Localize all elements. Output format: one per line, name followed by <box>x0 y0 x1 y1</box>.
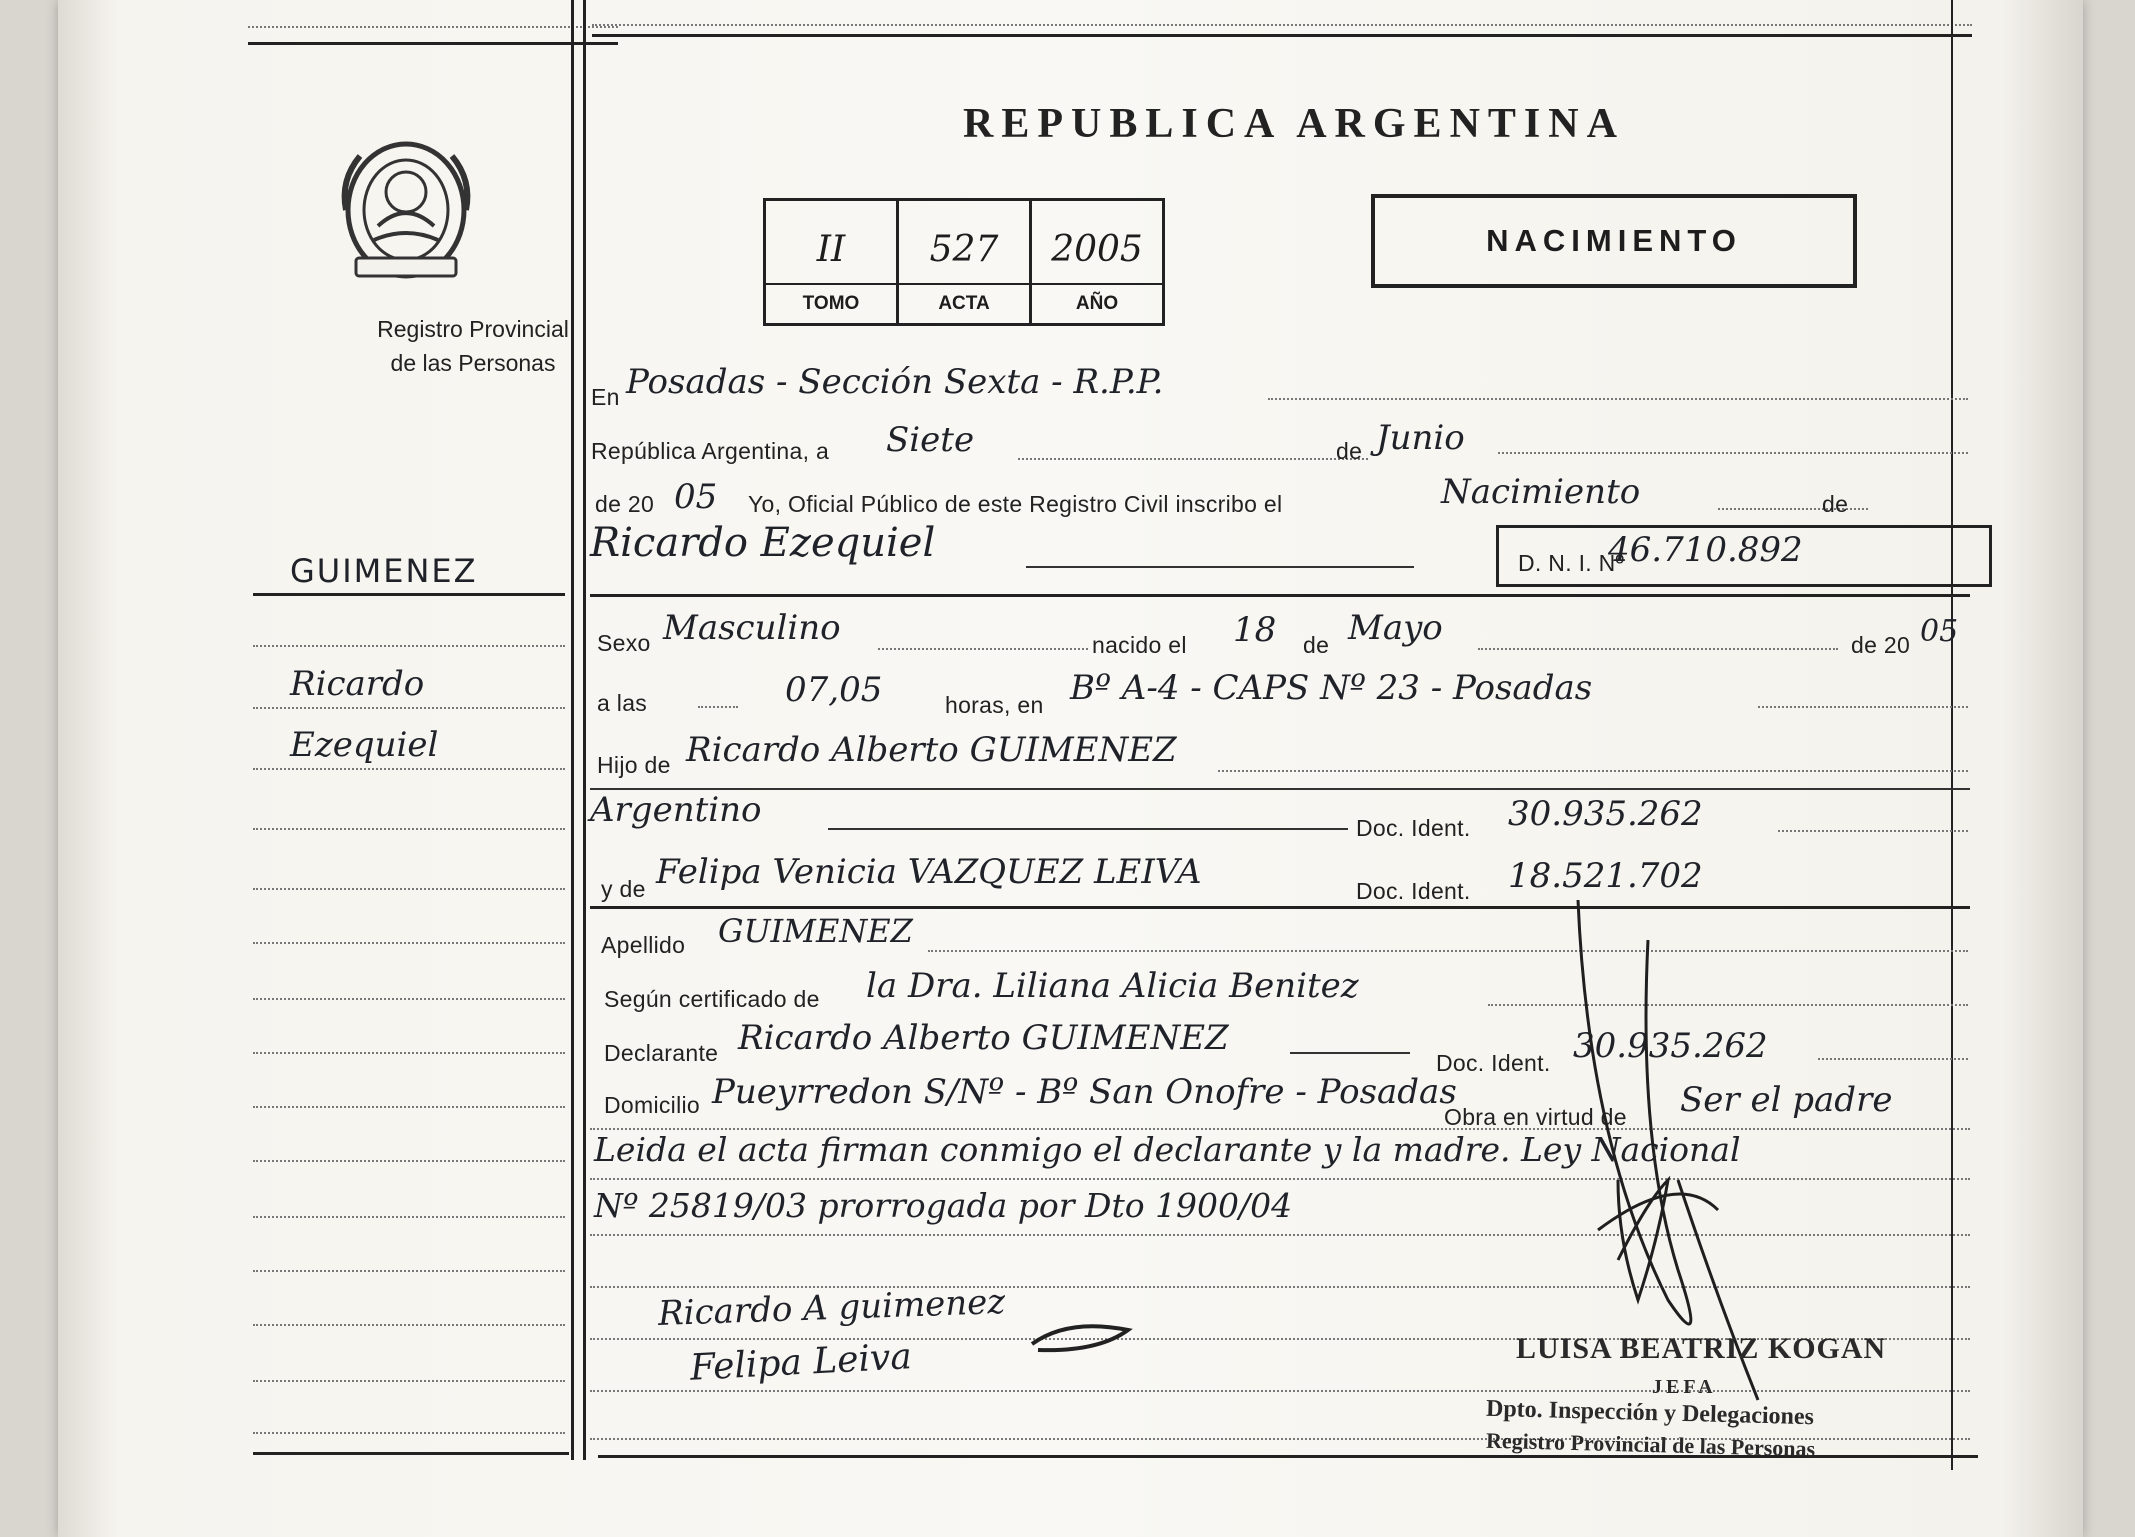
margin-given2: Ezequiel <box>290 725 439 765</box>
stamp-role: JEFA <box>1652 1376 1717 1398</box>
top-dotted-left <box>248 26 618 28</box>
birth-month-value: Mayo <box>1348 608 1443 648</box>
day-line <box>1018 458 1368 460</box>
sexo-label: Sexo <box>597 630 651 656</box>
margin-dots-13 <box>253 1324 565 1326</box>
column-divider-left <box>571 0 574 1460</box>
certificado-value: la Dra. Liliana Alicia Benitez <box>866 966 1359 1006</box>
rule-father <box>590 788 1970 790</box>
hour-lead-line <box>698 706 738 708</box>
margin-dots-11 <box>253 1216 565 1218</box>
birth-place-value: Bº A-4 - CAPS Nº 23 - Posadas <box>1070 668 1593 708</box>
segun-label: Según certificado de <box>604 986 820 1012</box>
margin-dots-14 <box>253 1380 565 1382</box>
hour-value: 07,05 <box>785 670 883 710</box>
margin-bottom-rule <box>253 1452 569 1455</box>
declarante-line <box>1290 1052 1410 1054</box>
note-line2: Nº 25819/03 prorrogada por Dto 1900/04 <box>594 1186 1293 1225</box>
margin-surname: GUIMENEZ <box>290 552 478 590</box>
place-line <box>1268 398 1968 400</box>
tomo-acta-ano-table <box>763 198 1165 326</box>
father-line <box>1218 770 1968 772</box>
birth-year-suffix-value: 05 <box>1920 614 1959 649</box>
record-type-label: NACIMIENTO <box>1486 223 1742 258</box>
hijo-label: Hijo de <box>597 752 671 778</box>
birth-day-value: 18 <box>1233 610 1277 650</box>
margin-dots-2 <box>253 707 565 709</box>
margin-dots-15 <box>253 1432 565 1434</box>
sexo-value: Masculino <box>663 608 841 648</box>
dni-label: D. N. I. Nº <box>1518 550 1625 576</box>
obra-value: Ser el padre <box>1680 1080 1893 1120</box>
margin-rule-surname <box>253 593 565 596</box>
margin-dots-5 <box>253 888 565 890</box>
top-dotted-right <box>592 24 1972 26</box>
mother-doc-value: 18.521.702 <box>1508 856 1703 896</box>
margin-dots-6 <box>253 942 565 944</box>
record-type-box <box>1371 194 1857 288</box>
de20-label-2: de 20 <box>1851 632 1911 658</box>
signature-flourish-icon <box>1028 1316 1138 1356</box>
declarante-value: Ricardo Alberto GUIMENEZ <box>738 1018 1229 1058</box>
child-name-value: Ricardo Ezequiel <box>590 520 936 566</box>
stamp-name: LUISA BEATRIZ KOGAN <box>1516 1332 1887 1365</box>
obra-label: Obra en virtud de <box>1444 1104 1627 1130</box>
father-doc-value: 30.935.262 <box>1508 794 1703 834</box>
note-line1: Leida el acta firman conmigo el declarante y la madre. Ley Nacional <box>594 1130 1741 1169</box>
father-value: Ricardo Alberto GUIMENEZ <box>686 730 1177 770</box>
month-line <box>1498 452 1968 454</box>
child-name-line <box>1026 566 1414 568</box>
mother-value: Felipa Venicia VAZQUEZ LEIVA <box>656 852 1202 892</box>
signature-madre: Felipa Leiva <box>689 1336 913 1389</box>
yde-label: y de <box>601 876 646 902</box>
margin-dots-3 <box>253 768 565 770</box>
tomo-value: II <box>816 229 846 270</box>
margin-dots-12 <box>253 1270 565 1272</box>
father-nat-value: Argentino <box>590 790 762 830</box>
nacido-label: nacido el <box>1092 632 1187 658</box>
apellido-value: GUIMENEZ <box>718 912 913 950</box>
de-label-3: de <box>1303 632 1330 658</box>
place-value: Posadas - Sección Sexta - R.P.P. <box>626 362 1164 402</box>
domicilio-value: Pueyrredon S/Nº - Bº San Onofre - Posadas <box>712 1072 1457 1112</box>
tomo-cell <box>766 201 899 323</box>
oficial-label: Yo, Oficial Público de este Registro Civil inscribo el <box>748 491 1283 517</box>
margin-dots-4 <box>253 828 565 830</box>
registry-line1: Registro Provincial <box>377 316 569 342</box>
en-label: En <box>591 384 620 410</box>
year-suffix-value: 05 <box>674 477 718 517</box>
provincial-seal-icon <box>336 130 476 290</box>
apellido-label: Apellido <box>601 932 686 958</box>
republica-label: República Argentina, a <box>591 438 830 464</box>
ano-cell <box>1032 201 1162 323</box>
doc-label-3: Doc. Ident. <box>1436 1050 1551 1076</box>
sexo-line <box>878 648 1088 650</box>
margin-given1: Ricardo <box>290 664 425 704</box>
acta-cell <box>899 201 1032 323</box>
event-value: Nacimiento <box>1441 472 1641 512</box>
acta-value: 527 <box>929 229 999 270</box>
alas-label: a las <box>597 690 648 716</box>
de20-label-1: de 20 <box>595 491 655 517</box>
right-border <box>1951 0 1953 1470</box>
column-divider-right <box>583 0 586 1460</box>
certificate-page <box>58 0 2083 1537</box>
stamp-dept: Dpto. Inspección y Delegaciones <box>1485 1395 1815 1431</box>
month-value: Junio <box>1376 418 1465 458</box>
top-rule-left <box>248 42 618 45</box>
de-label-2: de <box>1822 491 1849 517</box>
rule-after-name <box>590 594 1970 597</box>
doc-label-1: Doc. Ident. <box>1356 815 1471 841</box>
birth-place-line <box>1758 706 1968 708</box>
ano-label: AÑO <box>1032 283 1162 323</box>
father-nat-line <box>828 828 1348 830</box>
ano-value: 2005 <box>1051 229 1143 270</box>
declarante-label: Declarante <box>604 1040 719 1066</box>
father-doc-line <box>1778 830 1968 832</box>
acta-label: ACTA <box>899 283 1029 323</box>
declarante-doc-value: 30.935.262 <box>1573 1026 1768 1066</box>
tomo-label: TOMO <box>766 283 896 323</box>
country-title: REPUBLICA ARGENTINA <box>963 101 1625 147</box>
margin-dots-7 <box>253 998 565 1000</box>
margin-dots-10 <box>253 1160 565 1162</box>
signature-declarante: Ricardo A guimenez <box>657 1281 1006 1335</box>
de-label-1: de <box>1336 438 1363 464</box>
registry-label <box>328 312 618 380</box>
margin-dots-1 <box>253 645 565 647</box>
margin-dots-9 <box>253 1106 565 1108</box>
registry-line2: de las Personas <box>390 350 556 376</box>
horas-label: horas, en <box>945 692 1044 718</box>
doc-label-2: Doc. Ident. <box>1356 878 1471 904</box>
stamp-org: Registro Provincial de las Personas <box>1485 1427 1816 1462</box>
domicilio-label: Domicilio <box>604 1092 700 1118</box>
birth-month-line <box>1478 648 1838 650</box>
margin-dots-8 <box>253 1052 565 1054</box>
day-value: Siete <box>886 420 975 460</box>
top-rule-right <box>592 34 1972 37</box>
declarante-doc-line <box>1818 1058 1968 1060</box>
dni-value: 46.710.892 <box>1608 530 1803 570</box>
